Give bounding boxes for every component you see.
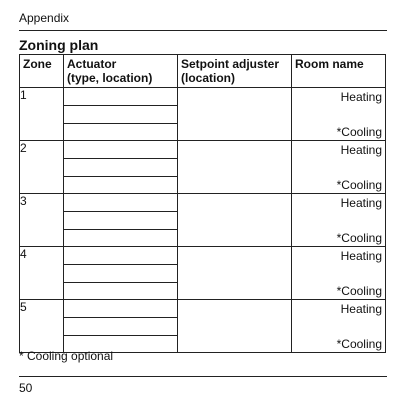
setpoint-adjuster-cell[interactable] xyxy=(178,300,292,353)
room-heating-label: Heating xyxy=(340,249,382,263)
setpoint-adjuster-cell[interactable] xyxy=(178,141,292,194)
room-cooling-label: *Cooling xyxy=(336,178,382,192)
room-name-cell[interactable] xyxy=(292,141,386,194)
actuator-entry-field[interactable] xyxy=(64,106,177,124)
actuator-entry-field[interactable] xyxy=(64,318,177,336)
room-cooling-label: *Cooling xyxy=(336,337,382,351)
actuator-entry-field[interactable] xyxy=(64,141,177,159)
table-row xyxy=(20,194,386,247)
column-header-zone-line1: Zone xyxy=(23,57,52,71)
zone-number: 1 xyxy=(20,88,27,102)
page-title: Zoning plan xyxy=(19,37,99,53)
footnote: * Cooling optional xyxy=(19,349,114,363)
table-header-row xyxy=(20,55,386,88)
actuator-entry-field[interactable] xyxy=(64,230,177,246)
header-divider xyxy=(19,30,387,31)
zone-number: 4 xyxy=(20,247,27,261)
actuator-entry-field[interactable] xyxy=(64,247,177,265)
actuator-entry-field[interactable] xyxy=(64,194,177,212)
room-heating-label: Heating xyxy=(340,302,382,316)
setpoint-adjuster-cell[interactable] xyxy=(178,88,292,141)
column-header-actuator xyxy=(64,55,178,88)
column-header-zone xyxy=(20,55,64,88)
room-name-cell[interactable] xyxy=(292,88,386,141)
zone-number: 2 xyxy=(20,141,27,155)
column-header-room-name-line1: Room name xyxy=(295,57,364,71)
section-header: Appendix xyxy=(19,11,70,25)
actuator-cell xyxy=(64,247,178,300)
footer-divider xyxy=(19,376,387,377)
actuator-cell xyxy=(64,300,178,353)
actuator-entry-field[interactable] xyxy=(64,265,177,283)
actuator-entry-field[interactable] xyxy=(64,159,177,177)
room-name-cell[interactable] xyxy=(292,300,386,353)
actuator-entry-field[interactable] xyxy=(64,88,177,106)
zone-number-cell[interactable] xyxy=(20,194,64,247)
zone-number-cell[interactable] xyxy=(20,141,64,194)
room-heating-label: Heating xyxy=(340,196,382,210)
room-heating-label: Heating xyxy=(340,90,382,104)
actuator-entry-field[interactable] xyxy=(64,177,177,193)
room-cooling-label: *Cooling xyxy=(336,231,382,245)
table-row xyxy=(20,141,386,194)
actuator-cell xyxy=(64,141,178,194)
table-row xyxy=(20,300,386,353)
room-name-cell[interactable] xyxy=(292,247,386,300)
zoning-plan-table xyxy=(19,54,386,353)
zone-number-cell[interactable] xyxy=(20,300,64,353)
setpoint-adjuster-cell[interactable] xyxy=(178,194,292,247)
table-row xyxy=(20,88,386,141)
zone-number-cell[interactable] xyxy=(20,247,64,300)
actuator-entry-field[interactable] xyxy=(64,300,177,318)
actuator-entry-field[interactable] xyxy=(64,283,177,299)
actuator-cell xyxy=(64,194,178,247)
column-header-setpoint-line2: (location) xyxy=(181,71,235,85)
zone-number: 5 xyxy=(20,300,27,314)
room-cooling-label: *Cooling xyxy=(336,284,382,298)
room-name-cell[interactable] xyxy=(292,194,386,247)
actuator-entry-field[interactable] xyxy=(64,212,177,230)
zone-number-cell[interactable] xyxy=(20,88,64,141)
room-cooling-label: *Cooling xyxy=(336,125,382,139)
column-header-room-name xyxy=(292,55,386,88)
zone-number: 3 xyxy=(20,194,27,208)
table-row xyxy=(20,247,386,300)
actuator-cell xyxy=(64,88,178,141)
column-header-actuator-line2: (type, location) xyxy=(67,71,153,85)
setpoint-adjuster-cell[interactable] xyxy=(178,247,292,300)
page-number: 50 xyxy=(19,381,33,395)
column-header-actuator-line1: Actuator xyxy=(67,57,117,71)
column-header-setpoint-line1: Setpoint adjuster xyxy=(181,57,280,71)
room-heating-label: Heating xyxy=(340,143,382,157)
actuator-entry-field[interactable] xyxy=(64,124,177,140)
column-header-setpoint xyxy=(178,55,292,88)
